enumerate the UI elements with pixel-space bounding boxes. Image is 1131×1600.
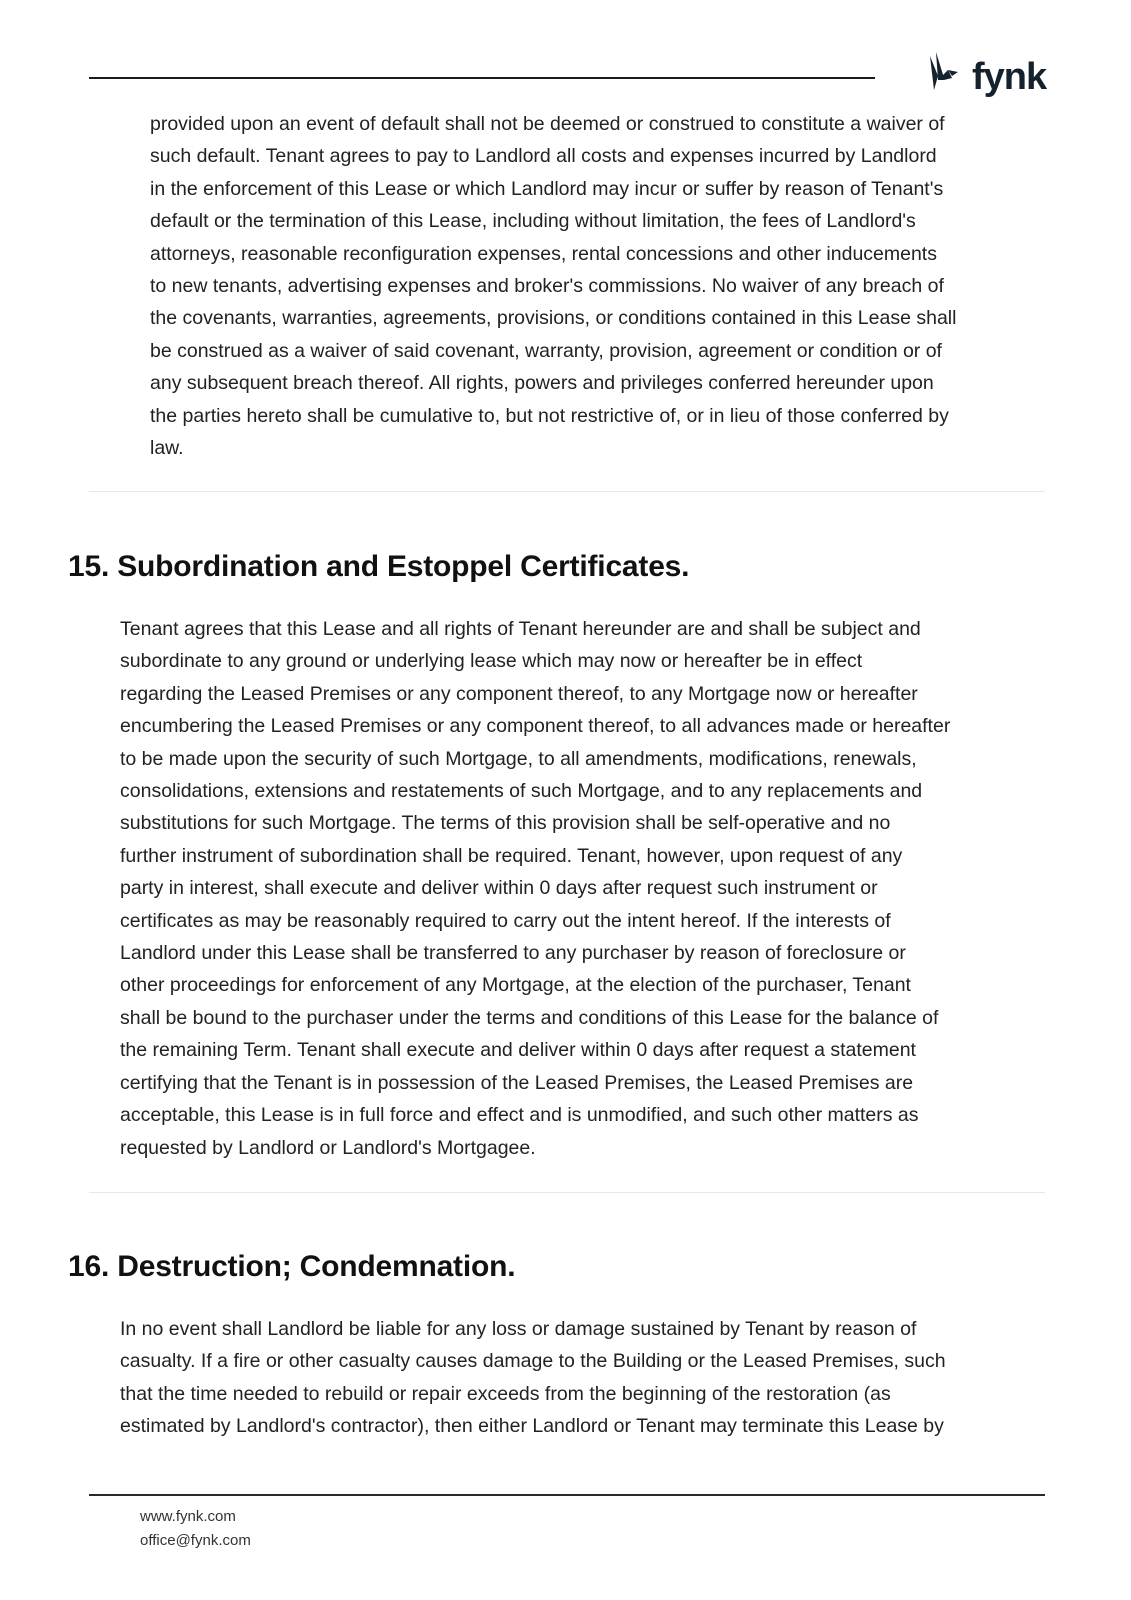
text-line: subordinate to any ground or underlying lease which may now or hereafter be in effect	[120, 650, 863, 673]
footer	[140, 1505, 251, 1553]
text-line: consolidations, extensions and restatements of such Mortgage, and to any replacements and	[120, 780, 923, 803]
footer-rule	[89, 1494, 1045, 1496]
text-line: substitutions for such Mortgage. The terms of this provision shall be self-operative and no	[120, 812, 891, 835]
text-line: estimated by Landlord's contractor), then either Landlord or Tenant may terminate this Lease by	[120, 1415, 944, 1438]
section-16-heading: 16. Destruction; Condemnation.	[68, 1250, 516, 1283]
text-line: encumbering the Leased Premises or any component thereof, to all advances made or hereafter	[120, 715, 951, 738]
origami-bird-icon	[918, 50, 968, 111]
text-line: Tenant agrees that this Lease and all rights of Tenant hereunder are and shall be subject and	[120, 618, 921, 640]
text-line: the covenants, warranties, agreements, provisions, or conditions contained in this Lease shall	[150, 307, 957, 330]
text-line: be construed as a waiver of said covenant, warranty, provision, agreement or condition or of	[150, 339, 942, 362]
footer-website: www.fynk.com	[140, 1508, 236, 1525]
text-line: certificates as may be reasonably required to carry out the intent hereof. If the interests of	[120, 909, 891, 932]
text-line: the remaining Term. Tenant shall execute and deliver within 0 days after request a statement	[120, 1039, 916, 1062]
text-line: In no event shall Landlord be liable for any loss or damage sustained by Tenant by reason of	[120, 1318, 917, 1340]
section-divider	[89, 1192, 1045, 1193]
section-15-heading: 15. Subordination and Estoppel Certificates.	[68, 550, 690, 583]
text-line: requested by Landlord or Landlord's Mortgagee.	[120, 1136, 536, 1159]
text-line: regarding the Leased Premises or any component thereof, to any Mortgage now or hereafter	[120, 682, 918, 705]
text-line: further instrument of subordination shall be required. Tenant, however, upon request of any	[120, 844, 903, 867]
brand-name: fynk	[972, 56, 1047, 98]
text-line: certifying that the Tenant is in possession of the Leased Premises, the Leased Premises are	[120, 1071, 914, 1094]
text-line: provided upon an event of default shall not be deemed or construed to constitute a waiver of	[150, 113, 945, 135]
section-16-body	[120, 1313, 946, 1443]
text-line: any subsequent breach thereof. All rights, powers and privileges conferred hereunder upon	[150, 372, 934, 395]
text-line: that the time needed to rebuild or repair exceeds from the beginning of the restoration (as	[120, 1382, 891, 1405]
text-line: the parties hereto shall be cumulative to, but not restrictive of, or in lieu of those conferred by	[150, 404, 949, 427]
text-line: law.	[150, 437, 184, 460]
text-line: such default. Tenant agrees to pay to Landlord all costs and expenses incurred by Landlord	[150, 145, 937, 168]
brand-logo	[918, 50, 1046, 111]
footer-email: office@fynk.com	[140, 1532, 251, 1549]
text-line: shall be bound to the purchaser under the terms and conditions of this Lease for the balance of	[120, 1006, 939, 1029]
text-line: Landlord under this Lease shall be transferred to any purchaser by reason of foreclosure or	[120, 942, 906, 965]
section-divider	[89, 491, 1045, 492]
text-line: other proceedings for enforcement of any Mortgage, at the election of the purchaser, Tenant	[120, 974, 911, 997]
text-line: in the enforcement of this Lease or which Landlord may incur or suffer by reason of Tenant's	[150, 177, 944, 200]
text-line: party in interest, shall execute and deliver within 0 days after request such instrument or	[120, 877, 878, 900]
text-line: acceptable, this Lease is in full force and effect and is unmodified, and such other matters as	[120, 1104, 919, 1127]
text-line: attorneys, reasonable reconfiguration expenses, rental concessions and other inducements	[150, 242, 937, 265]
header-rule	[89, 77, 875, 79]
text-line: casualty. If a fire or other casualty causes damage to the Building or the Leased Premises, such	[120, 1350, 946, 1373]
continued-paragraph	[150, 108, 956, 464]
text-line: to new tenants, advertising expenses and broker's commissions. No waiver of any breach of	[150, 275, 944, 298]
text-line: default or the termination of this Lease, including without limitation, the fees of Landlord's	[150, 210, 916, 233]
text-line: to be made upon the security of such Mortgage, to all amendments, modifications, renewals,	[120, 747, 917, 770]
section-15-body	[120, 613, 950, 1164]
